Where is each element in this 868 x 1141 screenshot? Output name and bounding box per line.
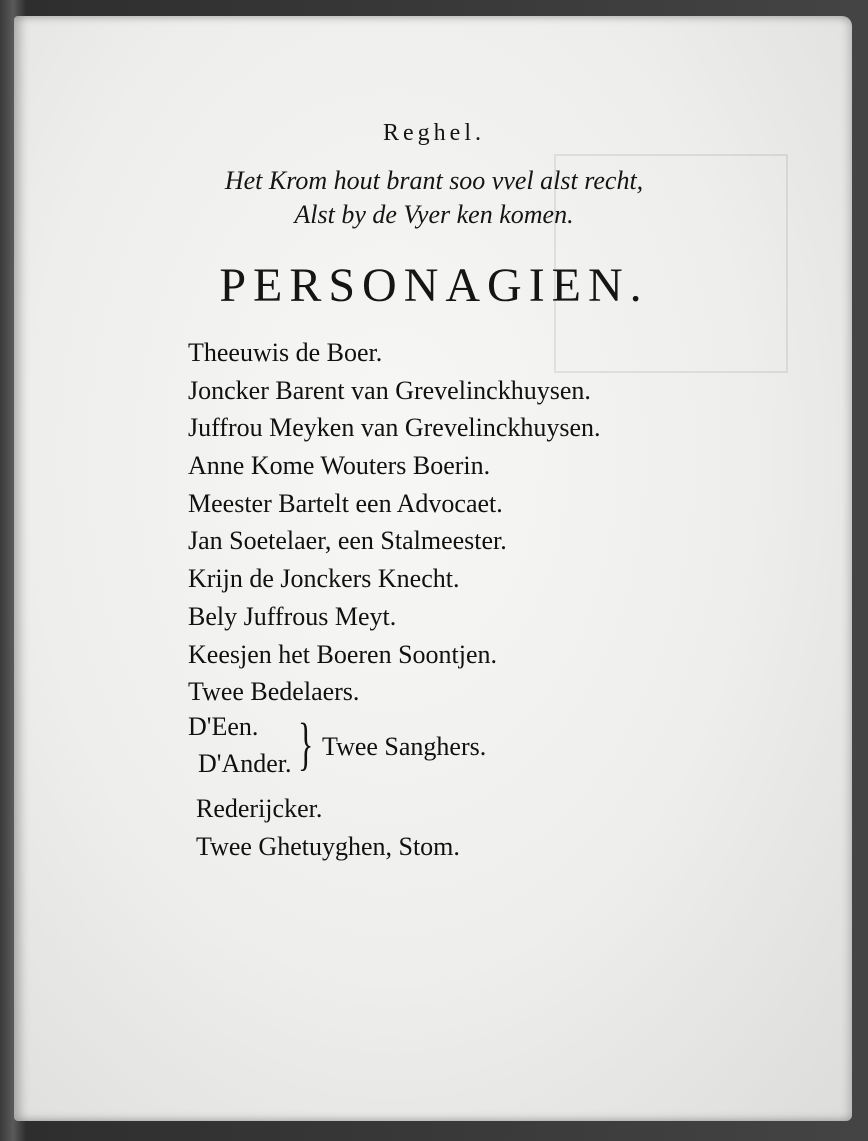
- list-item: Twee Bedelaers.: [188, 677, 360, 707]
- list-item: Jan Soetelaer, een Stalmeester.: [188, 526, 507, 556]
- page-title: PERSONAGIEN.: [219, 259, 649, 312]
- singers-label: Twee Sanghers.: [322, 732, 487, 761]
- list-item: Bely Juffrous Meyt.: [188, 601, 397, 631]
- motto-line-1: Het Krom hout brant soo vvel alst recht,: [224, 166, 644, 195]
- reghel-label: Reghel.: [383, 120, 485, 146]
- curly-brace-icon: }: [298, 711, 314, 776]
- motto-line-2: Alst by de Vyer ken komen.: [294, 200, 574, 229]
- list-item: Anne Kome Wouters Boerin.: [188, 451, 491, 481]
- list-item: Twee Ghetuyghen, Stom.: [196, 832, 460, 861]
- list-item: Juffrou Meyken van Grevelinckhuysen.: [188, 413, 601, 443]
- character-list: [188, 334, 601, 711]
- singer-member: D'Een.: [188, 712, 259, 741]
- list-item: Joncker Barent van Grevelinckhuysen.: [188, 375, 591, 405]
- list-item: Meester Bartelt een Advocaet.: [188, 488, 503, 518]
- list-item: Krijn de Jonckers Knecht.: [188, 564, 460, 594]
- list-item: Theeuwis de Boer.: [188, 338, 383, 367]
- list-item: Rederijcker.: [196, 794, 323, 823]
- list-item: Keesjen het Boeren Soontjen.: [188, 639, 498, 669]
- character-list-tail: [196, 790, 460, 866]
- singer-member: D'Ander.: [198, 749, 292, 778]
